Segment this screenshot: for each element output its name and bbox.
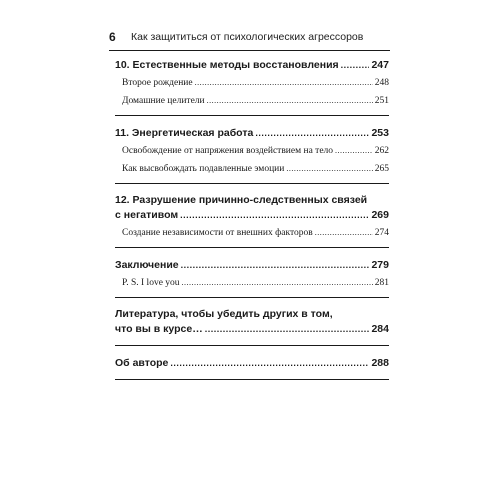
chapter-page-number: 288: [371, 357, 389, 369]
toc-section-chapter-10: [115, 57, 389, 116]
dot-leader: [255, 125, 369, 141]
subsection-page-number: 262: [374, 146, 389, 156]
subsection-title: Как высвобождать подавленные эмоции: [122, 164, 285, 174]
dot-leader: [207, 93, 373, 109]
page-number: 6: [109, 30, 116, 44]
toc-section-conclusion: [115, 257, 389, 298]
toc-subsection-entry[interactable]: [115, 161, 389, 177]
subsection-title: Создание независимости от внешних факторов: [122, 228, 313, 238]
subsection-title: Второе рождение: [122, 78, 193, 88]
header-rule: [109, 50, 390, 51]
dot-leader: [341, 57, 370, 73]
subsection-title: P. S. I love you: [122, 278, 180, 288]
chapter-title: 10. Естественные методы восстановления: [115, 59, 339, 71]
subsection-title: Домашние целители: [122, 96, 205, 106]
toc-subsection-entry[interactable]: [115, 275, 389, 291]
dot-leader: [205, 321, 370, 337]
toc-section-literature: [115, 307, 389, 346]
chapter-title: 11. Энергетическая работа: [115, 127, 254, 139]
page-header: [109, 27, 389, 47]
toc-subsection-entry[interactable]: [115, 93, 389, 109]
subsection-page-number: 265: [374, 164, 389, 174]
toc-chapter-entry[interactable]: [115, 125, 389, 141]
dot-leader: [286, 161, 372, 177]
chapter-title-line[interactable]: Литература, чтобы убедить других в том,: [115, 308, 333, 320]
dot-leader: [195, 75, 373, 91]
toc-section-chapter-11: [115, 125, 389, 184]
toc-subsection-entry[interactable]: [115, 75, 389, 91]
toc-section-chapter-12: [115, 193, 389, 248]
dot-leader: [182, 275, 373, 291]
chapter-page-number: 253: [371, 127, 389, 139]
dot-leader: [181, 257, 370, 273]
table-of-contents: [115, 57, 389, 389]
toc-chapter-entry[interactable]: [115, 57, 389, 73]
dot-leader: [180, 207, 369, 223]
subsection-page-number: 251: [374, 96, 389, 106]
running-title: Как защититься от психологических агрессоров: [131, 31, 364, 43]
chapter-title: Об авторе: [115, 357, 169, 369]
subsection-page-number: 248: [374, 78, 389, 88]
chapter-title: Заключение: [115, 259, 179, 271]
chapter-title-line[interactable]: 12. Разрушение причинно-следственных связей: [115, 194, 368, 206]
subsection-page-number: 281: [374, 278, 389, 288]
dot-leader: [170, 355, 369, 371]
toc-subsection-entry[interactable]: [115, 225, 389, 241]
toc-chapter-entry[interactable]: [115, 257, 389, 273]
toc-subsection-entry[interactable]: [115, 143, 389, 159]
subsection-page-number: 274: [374, 228, 389, 238]
chapter-page-number: 247: [371, 59, 389, 71]
dot-leader: [335, 143, 373, 159]
chapter-page-number: 269: [371, 209, 389, 221]
subsection-title: Освобождение от напряжения воздействием на тело: [122, 146, 334, 156]
toc-chapter-entry[interactable]: [115, 355, 389, 371]
toc-chapter-entry[interactable]: [115, 207, 389, 223]
dot-leader: [315, 225, 373, 241]
toc-section-about-author: [115, 355, 389, 380]
toc-chapter-entry[interactable]: [115, 321, 389, 337]
chapter-title-continuation: что вы в курсе…: [115, 323, 203, 335]
chapter-title-continuation: с негативом: [115, 209, 179, 221]
chapter-page-number: 279: [371, 259, 389, 271]
chapter-page-number: 284: [371, 323, 389, 335]
